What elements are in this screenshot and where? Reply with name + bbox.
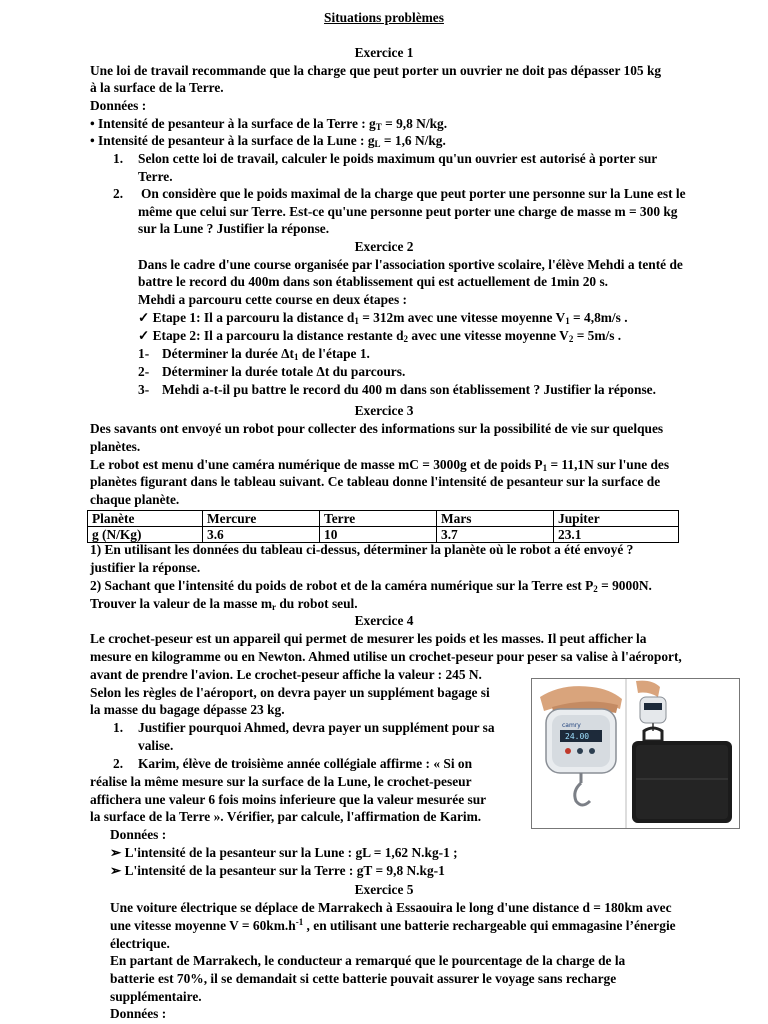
ex3-text: planètes figurant dans le tableau suivant. Ce tableau donne l'intensité de pesanteur sur la surface de [90,474,661,489]
ex4-question: la surface de la Terre ». Vérifier, par calcule, l'affirmation de Karim. [90,809,482,824]
ex3-text: planètes. [90,439,141,454]
ex4-data-item: ➢ L'intensité de la pesanteur sur la Lune : gL = 1,62 N.kg-1 ; [110,845,458,860]
exercise-1-heading: Exercice 1 [354,45,414,60]
check-icon: ✓ [138,328,150,343]
ex1-question-number: 1. [113,151,124,166]
ex5-text: batterie est 70%, il se demandait si cette batterie pouvait assurer le voyage sans recharge [110,971,617,986]
ex4-text: mesure en kilogramme ou en Newton. Ahmed utilise un crochet-peseur pour peser sa valise à l'aéroport, [90,649,682,664]
ex5-text: supplémentaire. [110,989,202,1004]
ex1-text: Une loi de travail recommande que la charge que peut porter un ouvrier ne doit pas dépasser 105 kg [90,63,662,78]
ex2-question-number: 1- [138,346,150,361]
ex2-step: ✓ Etape 1: Il a parcouru la distance $d_1 = 312m$ avec une vitesse moyenne $V_1 = 4,8m/s$ . [138,310,628,326]
ex4-question: Karim, élève de troisième année collégiale affirme : « Si on [138,756,473,771]
ex3-question: 1) En utilisant les données du tableau ci-dessus, déterminer la planète où le robot a été envoyé ? [90,542,634,557]
ex4-question: affichera une valeur 6 fois moins inferieure que la valeur mesurée sur [90,792,487,807]
table-cell: Mars [437,511,554,527]
scale-display-value: 24.00 [565,732,590,741]
ex1-question: même que celui sur Terre. Est-ce qu'une personne peut porter une charge de masse m = 300 kg [138,204,678,219]
table-cell: g (N/Kg) [88,527,203,543]
ex2-text: Mehdi a parcouru cette course en deux étapes : [138,292,408,307]
ex1-donnees-label: Données : [90,98,147,113]
ex5-text: électrique. [110,936,170,951]
ex4-text: Le crochet-peseur est un appareil qui permet de mesurer les poids et les masses. Il peut afficher la [90,631,647,646]
ex2-step: ✓ Etape 2: Il a parcouru la distance restante $d_2$ avec une vitesse moyenne $V_2 = 5m/s$ . [138,328,622,344]
ex1-text: à la surface de la Terre. [90,80,224,95]
ex4-donnees-label: Données : [110,827,167,842]
scale-photo [531,678,740,829]
ex2-question: Déterminer la durée totale Δt du parcours. [162,364,406,379]
ex5-text: Une voiture électrique se déplace de Marrakech à Essaouira le long d'une distance d = 180km avec [110,900,672,915]
ex2-text: battre le record du 400m dans son établissement qui est actuellement de 1min 20 s. [138,274,609,289]
exercise-2-heading: Exercice 2 [354,239,414,254]
table-cell: 23.1 [554,527,679,543]
ex2-question: Mehdi a-t-il pu battre le record du 400 m dans son établissement ? Justifier la réponse. [162,382,656,397]
exercise-3-heading: Exercice 3 [354,403,414,418]
ex3-text: Le robot est menu d'une caméra numérique de masse mC = 3000g et de poids $P_1 = 11,1N$ sur l'une des [90,457,670,473]
table-cell: Terre [320,511,437,527]
ex2-question: Déterminer la durée $\Delta t_1$ de l'étape 1. [162,346,370,362]
table-cell: 3.7 [437,527,554,543]
ex1-question: Terre. [138,169,173,184]
ex2-text: Dans le cadre d'une course organisée par l'association sportive scolaire, l'élève Mehdi a tenté de [138,257,683,272]
table-cell: 3.6 [203,527,320,543]
ex4-question: réalise la même mesure sur la surface de la Lune, le crochet-peseur [90,774,472,789]
page-title: Situations problèmes [324,10,444,25]
ex3-question: Trouver la valeur de la masse $m_r$ du robot seul. [90,596,358,612]
arrow-bullet-icon: ➢ [110,845,122,860]
exercise-4-heading: Exercice 4 [354,613,414,628]
ex5-text: une vitesse moyenne $V = 60km.h^{-1}$ , en utilisant une batterie rechargeable qui emmagasine l’énergie [110,917,676,933]
ex1-question: sur la Lune ? Justifier la réponse. [138,221,330,236]
ex1-data-item: • Intensité de pesanteur à la surface de la Terre : $g_T = 9,8$ N/kg. [90,116,448,132]
ex1-data-item: • Intensité de pesanteur à la surface de la Lune : $g_L = 1,6$ N/kg. [90,133,446,149]
ex3-question: 2) Sachant que l'intensité du poids de robot et de la caméra numérique sur la Terre est $P_2 = 9000N$. [90,578,652,594]
gravity-table [87,510,679,543]
arrow-bullet-icon: ➢ [110,863,122,878]
exercise-5-heading: Exercice 5 [354,882,414,897]
ex4-question-number: 1. [113,720,124,735]
ex4-text: avant de prendre l'avion. Le crochet-peseur affiche la valeur : 245 N. [90,667,482,682]
ex2-question-number: 2- [138,364,150,379]
ex2-question-number: 3- [138,382,150,397]
ex4-text: la masse du bagage dépasse 23 kg. [90,702,285,717]
table-cell: Jupiter [554,511,679,527]
ex3-text: Des savants ont envoyé un robot pour collecter des informations sur la possibilité de vie sur quelques [90,421,664,436]
scale-brand-label: camry [562,722,581,729]
table-header-row [88,511,679,527]
check-icon: ✓ [138,310,150,325]
ex4-question-number: 2. [113,756,124,771]
ex4-text: Selon les règles de l'aéroport, on devra payer un supplément bagage si [90,685,490,700]
ex1-question-number: 2. [113,186,124,201]
ex4-data-item: ➢ L'intensité de la pesanteur sur la Terre : gT = 9,8 N.kg-1 [110,863,445,878]
ex4-question: Justifier pourquoi Ahmed, devra payer un supplément pour sa [138,720,495,735]
ex1-question: On considère que le poids maximal de la charge que peut porter une personne sur la Lune est le [141,186,686,201]
ex4-question: valise. [138,738,174,753]
ex3-question: justifier la réponse. [90,560,201,575]
table-cell: 10 [320,527,437,543]
table-cell: Mercure [203,511,320,527]
ex1-question: Selon cette loi de travail, calculer le poids maximum qu'un ouvrier est autorisé à porter sur [138,151,658,166]
ex5-text: En partant de Marrakech, le conducteur a remarqué que le pourcentage de la charge de la [110,953,626,968]
ex5-donnees-label: Données : [110,1006,167,1021]
luggage-scale-illustration [532,679,739,828]
ex3-text: chaque planète. [90,492,180,507]
table-cell: Planète [88,511,203,527]
